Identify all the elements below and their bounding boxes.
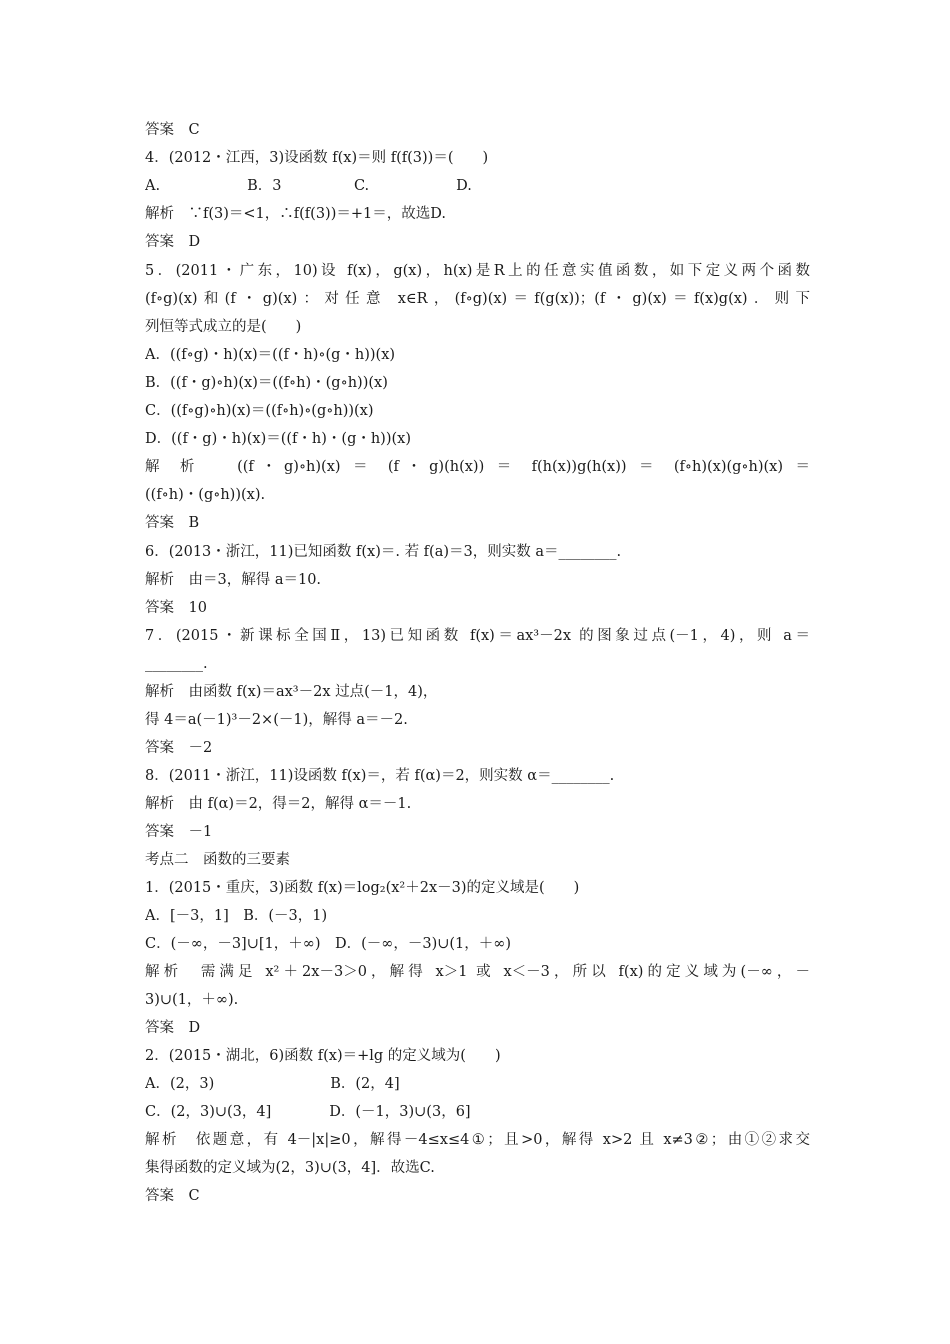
solution-q5-line-1: 解 析 ((f・g)∘h)(x) ＝ (f・g)(h(x)) ＝ f(h(x))g(h(x)) ＝ (f∘h)(x)(g∘h)(x) ＝ bbox=[145, 459, 810, 475]
answer-q8: 答案 －1 bbox=[145, 824, 213, 840]
question-5-line-3: 列恒等式成立的是( ) bbox=[145, 319, 302, 335]
solution-q5-line-2: ((f∘h)・(g∘h))(x). bbox=[145, 487, 266, 503]
answer-q6: 答案 10 bbox=[145, 600, 207, 616]
section2-question-2: 2．(2015・湖北，6)函数 f(x)＝+lg 的定义域为( ) bbox=[145, 1048, 501, 1064]
answer-q5: 答案 B bbox=[145, 515, 200, 531]
section2-answer-q2: 答案 C bbox=[145, 1188, 200, 1204]
section2-solution-q2-line-1: 解析 依题意，有 4－|x|≥0，解得－4≤x≤4①；且>0，解得 x>2 且 x≠3②；由①②求交 bbox=[145, 1132, 810, 1148]
question-5-line-2: (f∘g)(x)和(f・g)(x)：对任意 x∈R，(f∘g)(x)＝f(g(x))；(f・g)(x)＝f(x)g(x)．则下 bbox=[145, 291, 810, 307]
question-5-option-b: B．((f・g)∘h)(x)＝((f∘h)・(g∘h))(x) bbox=[145, 375, 388, 391]
solution-q4: 解析 ∵f(3)＝<1，∴f(f(3))＝+1＝，故选D. bbox=[145, 206, 446, 222]
section2-question-2-options-ab: A．(2，3) B．(2，4] bbox=[145, 1076, 400, 1092]
question-4: 4．(2012・江西，3)设函数 f(x)＝则 f(f(3))＝( ) bbox=[145, 150, 489, 166]
question-8: 8．(2011・浙江，11)设函数 f(x)＝，若 f(α)＝2，则实数 α＝________. bbox=[145, 768, 615, 784]
solution-q8: 解析 由 f(α)＝2，得＝2，解得 α＝－1. bbox=[145, 796, 412, 812]
section2-solution-q1-line-1: 解析 需满足 x²＋2x－3＞0，解得 x＞1 或 x＜－3，所以 f(x)的定义域为(－∞，－ bbox=[145, 964, 810, 980]
solution-q7-line-1: 解析 由函数 f(x)＝ax³－2x 过点(－1，4)， bbox=[145, 684, 438, 700]
answer-q7: 答案 －2 bbox=[145, 740, 213, 756]
question-5-option-d: D．((f・g)・h)(x)＝((f・h)・(g・h))(x) bbox=[145, 431, 411, 447]
question-5-line-1: 5．(2011・广东，10)设 f(x)，g(x)，h(x)是R上的任意实值函数，如下定义两个函数 bbox=[145, 263, 810, 279]
question-4-options: A. B．3 C. D. bbox=[145, 178, 472, 194]
question-5-option-a: A．((f∘g)・h)(x)＝((f・h)∘(g・h))(x) bbox=[145, 347, 396, 363]
section2-solution-q2-line-2: 集得函数的定义域为(2，3)∪(3，4]．故选C. bbox=[145, 1160, 435, 1176]
question-7-line-2: ________. bbox=[145, 656, 208, 672]
answer-q4: 答案 D bbox=[145, 234, 201, 250]
question-6: 6．(2013・浙江，11)已知函数 f(x)＝. 若 f(a)＝3，则实数 a＝________. bbox=[145, 544, 622, 560]
section2-solution-q1-line-2: 3)∪(1，＋∞). bbox=[145, 992, 239, 1008]
section2-question-1-options-cd: C．(－∞，－3]∪[1，＋∞) D．(－∞，－3)∪(1，＋∞) bbox=[145, 936, 511, 952]
section-heading: 考点二 函数的三要素 bbox=[145, 852, 290, 868]
solution-q7-line-2: 得 4＝a(－1)³－2×(－1)，解得 a＝－2. bbox=[145, 712, 408, 728]
section2-question-1-options-ab: A．[－3，1] B．(－3，1) bbox=[145, 908, 328, 924]
question-7-line-1: 7．(2015・新课标全国Ⅱ，13)已知函数 f(x)＝ax³－2x 的图象过点(－1，4)，则 a＝ bbox=[145, 628, 810, 644]
section2-question-2-options-cd: C．(2，3)∪(3，4] D．(－1，3)∪(3，6] bbox=[145, 1104, 471, 1120]
section2-answer-q1: 答案 D bbox=[145, 1020, 201, 1036]
solution-q6: 解析 由＝3，解得 a＝10. bbox=[145, 572, 322, 588]
question-5-option-c: C．((f∘g)∘h)(x)＝((f∘h)∘(g∘h))(x) bbox=[145, 403, 374, 419]
section2-question-1: 1．(2015・重庆，3)函数 f(x)＝log₂(x²＋2x－3)的定义域是( ) bbox=[145, 880, 580, 896]
answer-q3: 答案 C bbox=[145, 122, 200, 138]
